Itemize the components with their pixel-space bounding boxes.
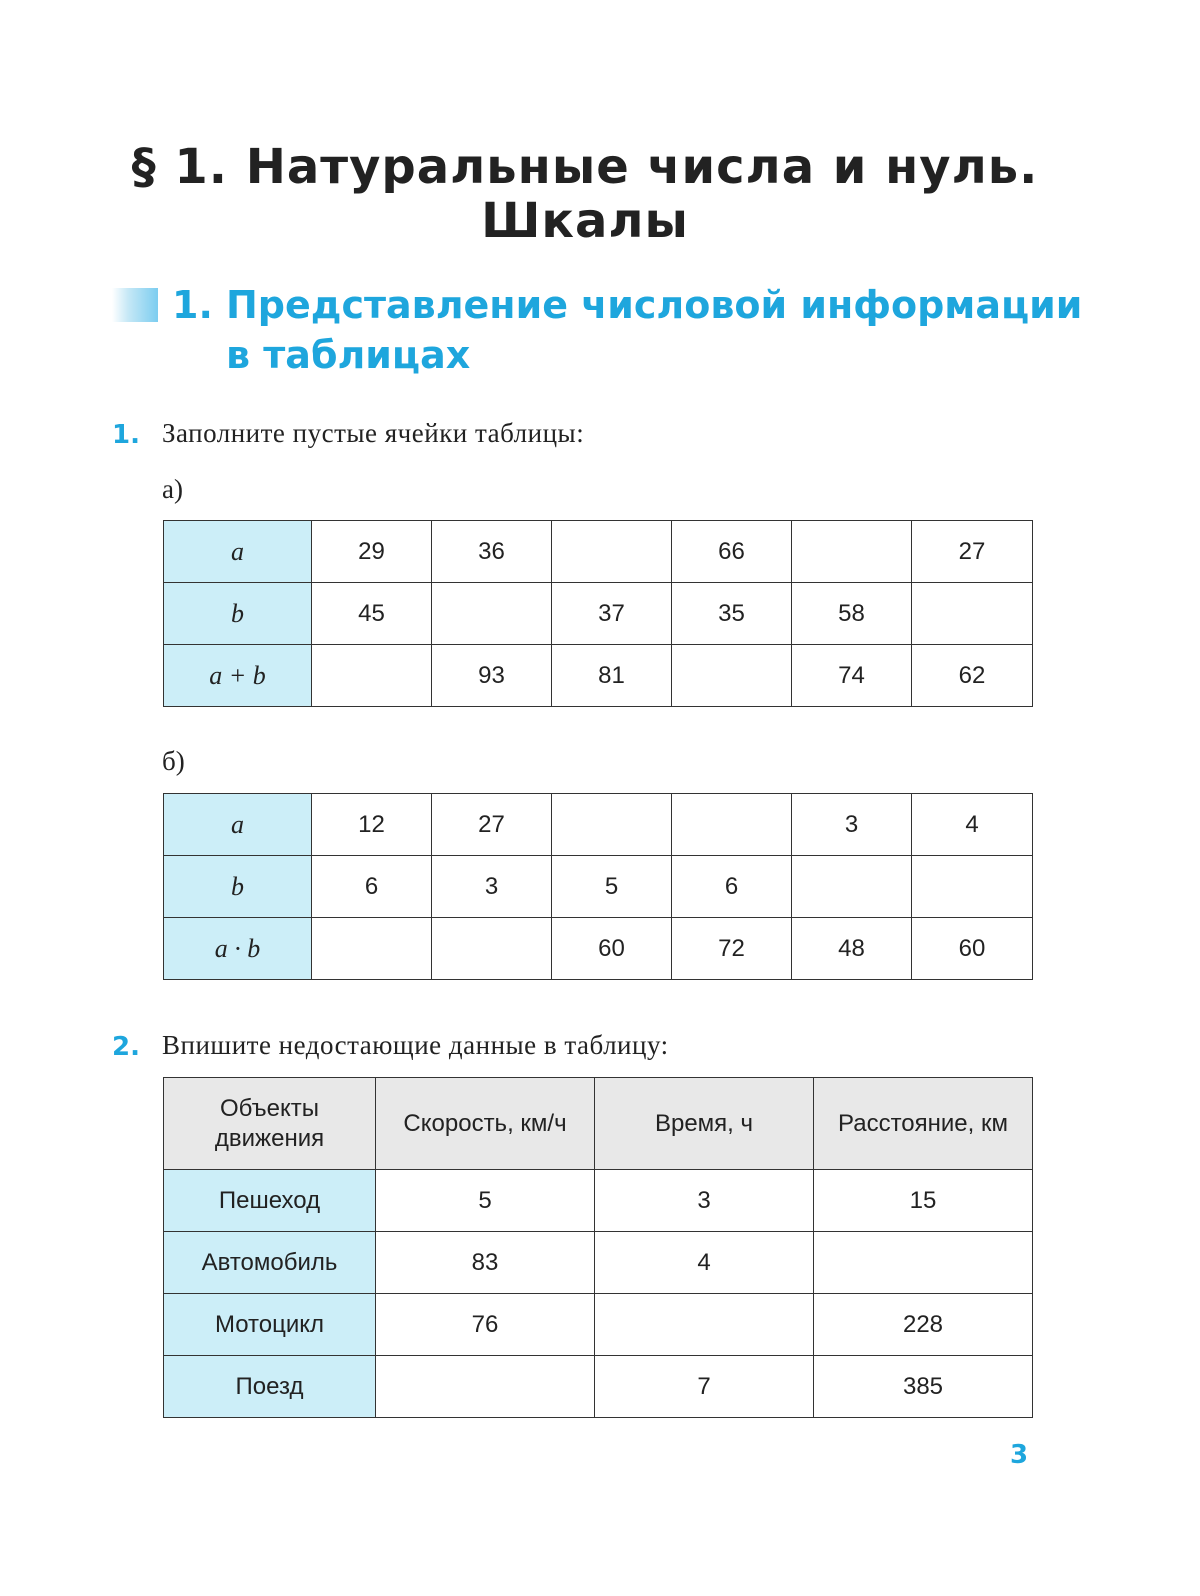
table-cell[interactable]: 3 <box>595 1170 814 1232</box>
table-cell[interactable]: 4 <box>912 794 1033 856</box>
row-label: a <box>164 794 312 856</box>
table-cell[interactable]: 5 <box>552 856 672 918</box>
section-title <box>0 140 1170 248</box>
table-row <box>164 521 1033 583</box>
table-cell[interactable]: 12 <box>312 794 432 856</box>
task2-number: 2. <box>112 1032 140 1062</box>
table-cell[interactable]: 48 <box>792 918 912 980</box>
table-cell[interactable]: 74 <box>792 645 912 707</box>
task1-table-b <box>163 793 1033 980</box>
table-cell[interactable]: 66 <box>672 521 792 583</box>
table-cell[interactable]: 76 <box>376 1294 595 1356</box>
subsection-marker-bar <box>112 288 158 322</box>
table-row <box>164 1170 1033 1232</box>
table-cell[interactable] <box>672 794 792 856</box>
table-cell[interactable]: 6 <box>672 856 792 918</box>
table-row <box>164 1294 1033 1356</box>
table-cell[interactable]: 6 <box>312 856 432 918</box>
table-cell[interactable] <box>672 645 792 707</box>
table-cell[interactable]: 60 <box>912 918 1033 980</box>
table-row <box>164 1356 1033 1418</box>
subsection-number: 1. <box>172 283 213 327</box>
table-cell[interactable]: 7 <box>595 1356 814 1418</box>
column-header: Объекты движения <box>164 1078 376 1170</box>
table-cell[interactable] <box>792 521 912 583</box>
column-header: Скорость, км/ч <box>376 1078 595 1170</box>
table-cell[interactable]: 72 <box>672 918 792 980</box>
table-cell[interactable]: 29 <box>312 521 432 583</box>
table-cell[interactable] <box>432 918 552 980</box>
table-cell[interactable] <box>595 1294 814 1356</box>
table-cell[interactable]: 93 <box>432 645 552 707</box>
table-cell[interactable] <box>912 856 1033 918</box>
table-header-row <box>164 1078 1033 1170</box>
table-row <box>164 583 1033 645</box>
row-label: a · b <box>164 918 312 980</box>
row-label: Пешеход <box>164 1170 376 1232</box>
column-header: Расстояние, км <box>814 1078 1033 1170</box>
table-cell[interactable]: 4 <box>595 1232 814 1294</box>
table-row <box>164 1232 1033 1294</box>
table-cell[interactable]: 15 <box>814 1170 1033 1232</box>
page-number: 3 <box>1010 1440 1029 1470</box>
row-label: Автомобиль <box>164 1232 376 1294</box>
table-cell[interactable] <box>376 1356 595 1418</box>
table-cell[interactable]: 27 <box>912 521 1033 583</box>
table-cell[interactable] <box>912 583 1033 645</box>
table-cell[interactable] <box>312 918 432 980</box>
row-label: Поезд <box>164 1356 376 1418</box>
table-cell[interactable]: 81 <box>552 645 672 707</box>
table-row <box>164 856 1033 918</box>
table-cell[interactable]: 5 <box>376 1170 595 1232</box>
table-cell[interactable]: 58 <box>792 583 912 645</box>
task1-part-b-label: б) <box>162 746 185 776</box>
table-cell[interactable] <box>814 1232 1033 1294</box>
row-label: b <box>164 583 312 645</box>
task1-text: Заполните пустые ячейки таблицы: <box>162 418 585 448</box>
row-label: a + b <box>164 645 312 707</box>
table-cell[interactable]: 45 <box>312 583 432 645</box>
table-cell[interactable]: 228 <box>814 1294 1033 1356</box>
table-row <box>164 918 1033 980</box>
table-cell[interactable] <box>792 856 912 918</box>
subsection-title: Представление числовой информации в таблицах <box>226 283 1083 377</box>
table-cell[interactable]: 3 <box>792 794 912 856</box>
table-cell[interactable]: 83 <box>376 1232 595 1294</box>
table-row <box>164 794 1033 856</box>
table-cell[interactable]: 37 <box>552 583 672 645</box>
table-cell[interactable] <box>312 645 432 707</box>
table-row <box>164 645 1033 707</box>
row-label: a <box>164 521 312 583</box>
table-cell[interactable]: 385 <box>814 1356 1033 1418</box>
section-title-line1: § 1. Натуральные числа и нуль. <box>131 139 1039 195</box>
table-cell[interactable]: 27 <box>432 794 552 856</box>
task1-part-a-label: а) <box>162 474 183 504</box>
table-cell[interactable]: 36 <box>432 521 552 583</box>
section-title-line2: Шкалы <box>481 193 689 249</box>
table-cell[interactable] <box>552 521 672 583</box>
task2-text: Впишите недостающие данные в таблицу: <box>162 1030 669 1060</box>
table-cell[interactable] <box>432 583 552 645</box>
task1-number: 1. <box>112 420 140 450</box>
table-cell[interactable]: 35 <box>672 583 792 645</box>
table-cell[interactable]: 62 <box>912 645 1033 707</box>
task2-table <box>163 1077 1033 1418</box>
column-header: Время, ч <box>595 1078 814 1170</box>
table-cell[interactable]: 3 <box>432 856 552 918</box>
table-cell[interactable]: 60 <box>552 918 672 980</box>
table-cell[interactable] <box>552 794 672 856</box>
task1-table-a <box>163 520 1033 707</box>
row-label: b <box>164 856 312 918</box>
row-label: Мотоцикл <box>164 1294 376 1356</box>
